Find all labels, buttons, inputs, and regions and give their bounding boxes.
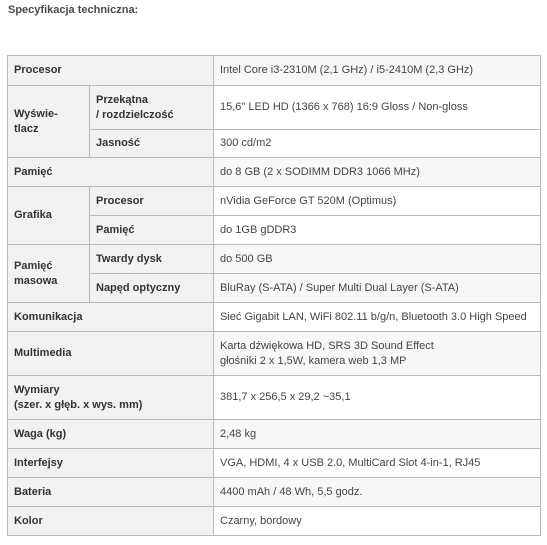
row-value-kolor: Czarny, bordowy — [214, 507, 541, 536]
sub-value-grafika-pamiec: do 1GB gDDR3 — [214, 216, 541, 245]
sub-label-dysk: Twardy dysk — [90, 245, 214, 274]
row-label-bateria: Bateria — [8, 478, 214, 507]
page-heading: Specyfikacja techniczna: — [8, 4, 139, 16]
table-row — [8, 158, 541, 187]
row-label-kolor: Kolor — [8, 507, 214, 536]
table-row — [8, 420, 541, 449]
row-value-wymiary: 381,7 x 256,5 x 29,2 ~35,1 — [214, 376, 541, 420]
spec-table — [7, 55, 541, 536]
row-label-interfejsy: Interfejsy — [8, 449, 214, 478]
row-label-multimedia: Multimedia — [8, 332, 214, 376]
row-label-wyswietlacz: Wyświe- tlacz — [8, 86, 90, 158]
sub-value-przekatna: 15,6" LED HD (1366 x 768) 16:9 Gloss / Non-gloss — [214, 86, 541, 130]
row-value-procesor: Intel Core i3-2310M (2,1 GHz) / i5-2410M (2,3 GHz) — [214, 56, 541, 86]
table-row — [8, 245, 541, 274]
row-label-pamiec-masowa: Pamięć masowa — [8, 245, 90, 303]
sub-label-naped: Napęd optyczny — [90, 274, 214, 303]
row-label-procesor: Procesor — [8, 56, 214, 86]
row-value-waga: 2,48 kg — [214, 420, 541, 449]
table-row — [8, 303, 541, 332]
sub-label-jasnosc: Jasność — [90, 130, 214, 158]
row-value-bateria: 4400 mAh / 48 Wh, 5,5 godz. — [214, 478, 541, 507]
table-row — [8, 376, 541, 420]
sub-value-dysk: do 500 GB — [214, 245, 541, 274]
sub-value-naped: BluRay (S-ATA) / Super Multi Dual Layer (S-ATA) — [214, 274, 541, 303]
row-label-grafika: Grafika — [8, 187, 90, 245]
table-row — [8, 86, 541, 130]
table-row — [8, 449, 541, 478]
table-row — [8, 187, 541, 216]
sub-label-grafika-procesor: Procesor — [90, 187, 214, 216]
table-row — [8, 332, 541, 376]
table-row — [8, 56, 541, 86]
table-row — [8, 478, 541, 507]
row-label-pamiec: Pamięć — [8, 158, 214, 187]
row-value-pamiec: do 8 GB (2 x SODIMM DDR3 1066 MHz) — [214, 158, 541, 187]
row-value-interfejsy: VGA, HDMI, 4 x USB 2.0, MultiCard Slot 4-in-1, RJ45 — [214, 449, 541, 478]
sub-value-grafika-procesor: nVidia GeForce GT 520M (Optimus) — [214, 187, 541, 216]
row-value-multimedia: Karta dźwiękowa HD, SRS 3D Sound Effect głośniki 2 x 1,5W, kamera web 1,3 MP — [214, 332, 541, 376]
sub-value-jasnosc: 300 cd/m2 — [214, 130, 541, 158]
row-label-komunikacja: Komunikacja — [8, 303, 214, 332]
sub-label-grafika-pamiec: Pamięć — [90, 216, 214, 245]
row-value-komunikacja: Sieć Gigabit LAN, WiFi 802.11 b/g/n, Bluetooth 3.0 High Speed — [214, 303, 541, 332]
row-label-wymiary: Wymiary (szer. x głęb. x wys. mm) — [8, 376, 214, 420]
row-label-waga: Waga (kg) — [8, 420, 214, 449]
sub-label-przekatna: Przekątna / rozdzielczość — [90, 86, 214, 130]
table-row — [8, 507, 541, 536]
